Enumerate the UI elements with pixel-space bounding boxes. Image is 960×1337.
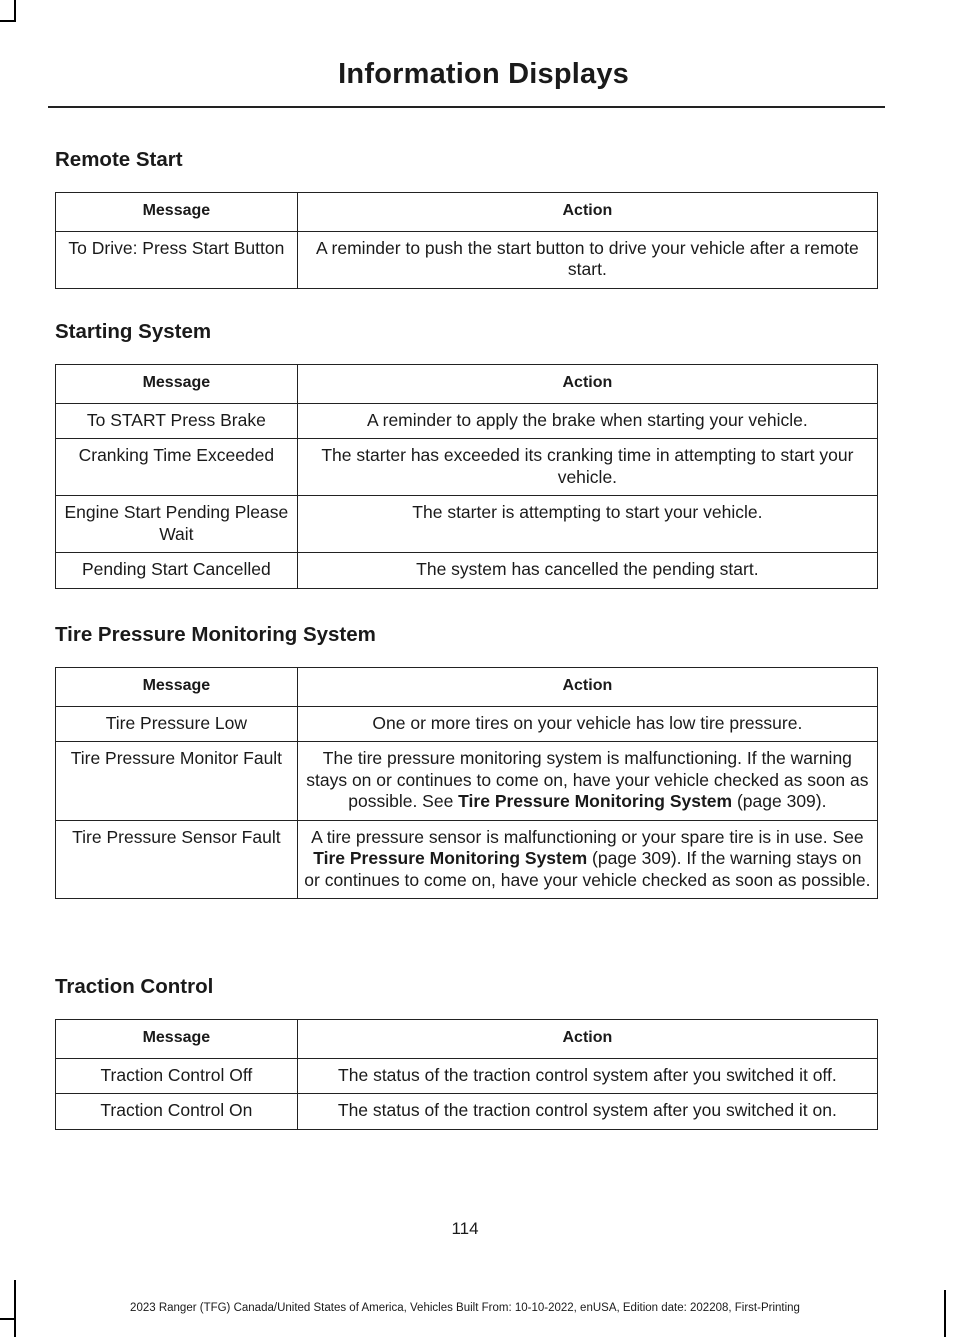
table-header-row [56,365,878,404]
action-cell: One or more tires on your vehicle has low tire pressure. [297,706,877,742]
action-cell: The starter has exceeded its cranking time in attempting to start your vehicle. [297,439,877,496]
table-row [56,496,878,553]
message-cell: Tire Pressure Monitor Fault [56,742,298,821]
action-cell: A reminder to push the start button to drive your vehicle after a remote start. [297,231,877,288]
column-header-action: Action [297,668,877,707]
column-header-action: Action [297,365,877,404]
action-cell: The system has cancelled the pending start. [297,553,877,589]
table-row [56,231,878,288]
column-header-message: Message [56,668,298,707]
edition-footer: 2023 Ranger (TFG) Canada/United States of America, Vehicles Built From: 10-10-2022, enUSA, Edition date: 202208, First-Printing [130,1302,800,1314]
column-header-action: Action [297,193,877,232]
table-header-row [56,668,878,707]
section-starting-system [55,318,878,589]
cross-reference-link[interactable]: Tire Pressure Monitoring System [313,848,588,868]
crop-mark-top-left [14,0,16,22]
section-title: Starting System [55,320,212,343]
message-cell: Traction Control On [56,1094,298,1130]
page-number: 114 [451,1219,479,1238]
table-row [56,820,878,899]
crop-mark-bottom-right [944,1290,946,1337]
action-cell: The starter is attempting to start your vehicle. [297,496,877,553]
header-divider [48,106,885,108]
column-header-message: Message [56,365,298,404]
message-table [55,1019,878,1130]
table-row [56,1058,878,1094]
table-header-row [56,1020,878,1059]
page-title: Information Displays [338,58,629,90]
section-remote-start [55,146,878,289]
crop-mark-top-left-h [0,20,15,22]
action-cell [297,820,877,899]
table-row [56,742,878,821]
column-header-action: Action [297,1020,877,1059]
column-header-message: Message [56,1020,298,1059]
column-header-message: Message [56,193,298,232]
table-header-row [56,193,878,232]
table-row [56,706,878,742]
section-tire-pressure-monitoring [55,621,878,899]
section-title: Tire Pressure Monitoring System [55,623,376,646]
message-cell: Traction Control Off [56,1058,298,1094]
section-traction-control [55,973,878,1130]
table-row [56,403,878,439]
message-cell: To Drive: Press Start Button [56,231,298,288]
table-row [56,1094,878,1130]
section-title: Remote Start [55,148,183,171]
action-cell: The status of the traction control system after you switched it off. [297,1058,877,1094]
action-cell [297,742,877,821]
message-table [55,364,878,589]
message-cell: Tire Pressure Low [56,706,298,742]
action-cell: A reminder to apply the brake when starting your vehicle. [297,403,877,439]
action-cell: The status of the traction control system after you switched it on. [297,1094,877,1130]
message-cell: Cranking Time Exceeded [56,439,298,496]
message-cell: Engine Start Pending Please Wait [56,496,298,553]
message-table [55,667,878,899]
section-title: Traction Control [55,975,214,998]
table-row [56,439,878,496]
action-text: The tire pressure monitoring system is malfunctioning. If the warning stays on or continues to come on, have your vehicle checked as soon as possible. See [306,748,869,811]
action-text: A tire pressure sensor is malfunctioning or your spare tire is in use. See [311,826,864,847]
action-text: (page 309). [732,791,827,811]
message-cell: Tire Pressure Sensor Fault [56,820,298,899]
crop-mark-bottom-left-h [0,1318,15,1320]
message-cell: Pending Start Cancelled [56,553,298,589]
action-text: (page 309). If the warning stays on or continues to come on, have your vehicle checked as soon as possible. [304,848,871,890]
table-row [56,553,878,589]
cross-reference-link[interactable]: Tire Pressure Monitoring System [458,791,733,811]
message-table [55,192,878,289]
message-cell: To START Press Brake [56,403,298,439]
